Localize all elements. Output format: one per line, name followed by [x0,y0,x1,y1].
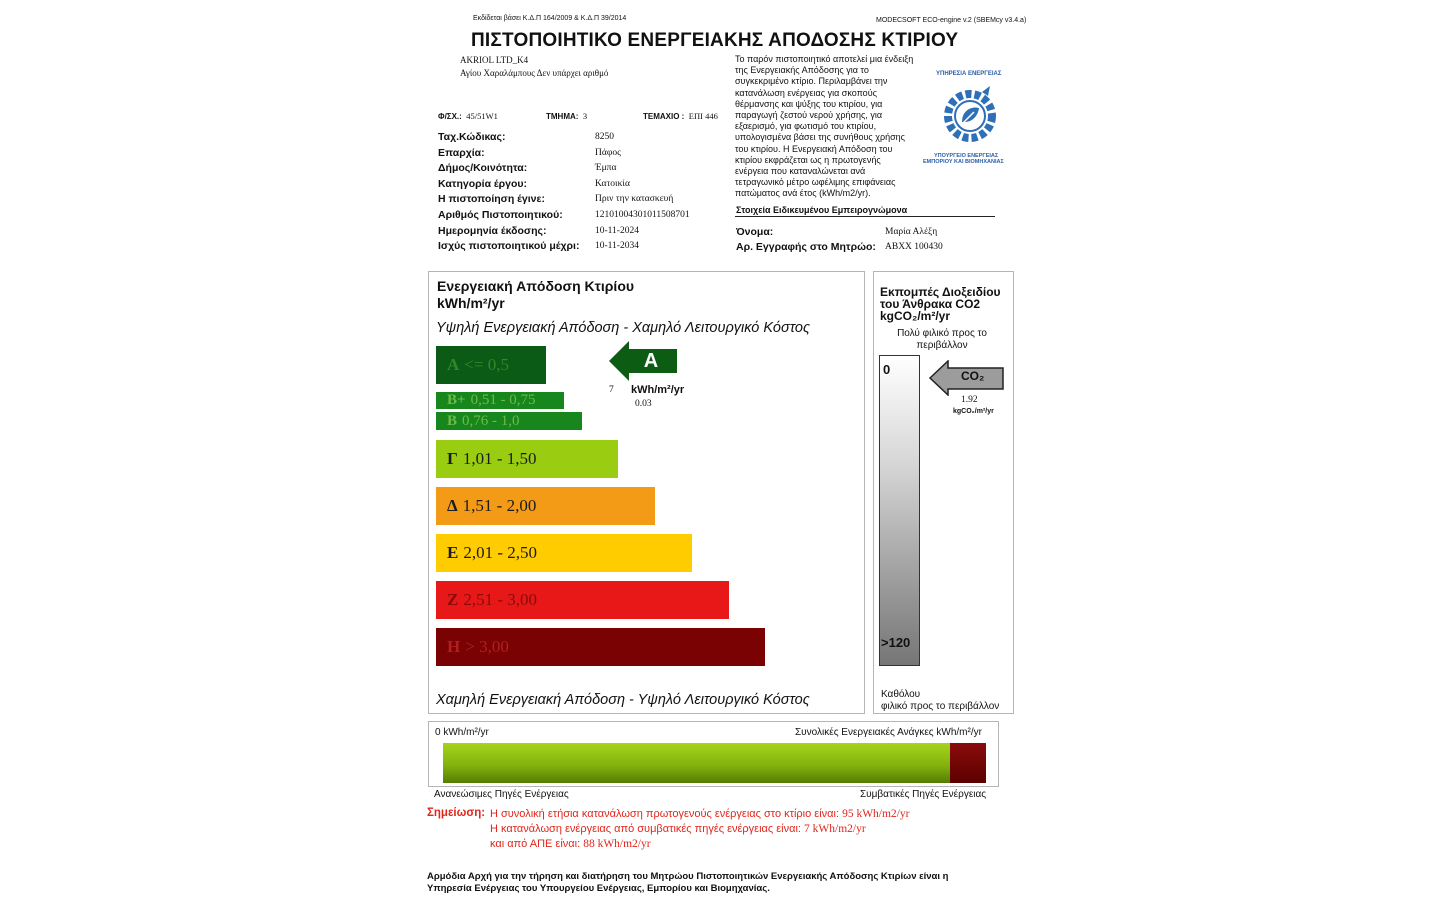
energy-class-letter: Α [447,355,460,374]
software-version-text: MODECSOFT ECO-engine v.2 (SBEMcy v3.4.a) [876,17,1027,24]
section-label: ΤΜΗΜΑ: [546,112,579,121]
detail-value: Πάφος [595,147,621,158]
co2-scale-max: >120 [881,635,911,650]
co2-scale-bar [879,355,920,666]
energy-class-letter: Γ [447,449,458,468]
detail-label: Ισχύς πιστοποιητικού μέχρι: [438,240,580,253]
expert-reg-label: Αρ. Εγγραφής στο Μητρώο: [736,241,876,253]
energy-class-bar [436,346,546,384]
expert-reg-value: ΑΒΧΧ 100430 [885,242,943,252]
energy-service-logo-icon [938,82,1002,150]
co2-top-note: Πολύ φιλικό προς το περιβάλλον [897,328,987,351]
note-line-1-value: 95 kWh/m2/yr [842,808,910,820]
detail-label: Επαρχία: [438,146,485,159]
logo-bottom-text-1: ΥΠΟΥΡΓΕΙΟ ΕΝΕΡΓΕΙΑΣ [934,153,999,159]
energy-class-bar [436,487,655,525]
detail-value: Κατοικία [595,178,630,189]
co2-arrow-label: CO₂ [961,369,985,383]
issued-under-text: Εκδίδεται βάσει Κ.Δ.Π 164/2009 & Κ.Δ.Π 39/2014 [473,15,627,22]
co2-title-1: Εκπομπές Διοξειδίου [880,285,1001,299]
conventional-share-bar [950,743,986,783]
energy-class-bar [436,581,729,619]
energy-class-range: 0,51 - 0,75 [470,392,536,408]
energy-class-letter: Ζ [447,590,459,609]
detail-value: 8250 [595,132,614,142]
expert-heading: Στοιχεία Ειδικευμένου Εμπειρογνώμονα [736,205,908,215]
detail-label: Ταχ.Κώδικας: [438,131,506,143]
sheet-field [438,106,498,124]
energy-class-bar [436,440,618,478]
renewable-share-bar [443,743,950,783]
note-line-1-text: Η συνολική ετήσια κατανάλωση πρωτογενούς ενέργειας στο κτίριο είναι: [490,808,839,820]
detail-label: Ημερομηνία έκδοσης: [438,224,547,237]
certificate-description: Το παρόν πιστοποιητικό αποτελεί μια ένδειξη της Ενεργειακής Απόδοσης για το συγκεκριμένο κτίριο. Περιλαμβάνει την κατανάλωση ενέργειας για σκοπούς θέρμανσης και ψύξης του κτιρίου, για παραγωγή ζεστού νερού χρήσης, για εξαερισμό, για φωτισμό του κτιρίου, υπολογισμένα βάσει της συνήθους χρήσης του κτιρίου. Η Ενεργειακή Απόδοση του κτιρίου εκφράζεται ως η πρωτογενής ενέργεια που καταναλώνεται ανά τετραγωνικό μέτρο ωφέλιμης επιφάνειας πατώματος ανά έτος (kWh/m2/yr). [735,54,914,199]
note-line-2-value: 7 kWh/m2/yr [804,823,866,835]
note-line-2 [490,823,866,835]
co2-bottom-note-2: φιλικό προς το περιβάλλον [881,701,1000,712]
energy-class-bar [436,392,564,409]
note-line-3 [490,838,651,850]
footer-line-1: Αρμόδια Αρχή για την τήρηση και διατήρηση του Μητρώου Πιστοποιητικών Ενεργειακής Απόδοσης Κτιρίων είναι η [427,871,949,882]
sources-right-label: Συνολικές Ενεργειακές Ανάγκες kWh/m²/yr [795,727,982,738]
logo-bottom-text-2: ΕΜΠΟΡΙΟΥ ΚΑΙ ΒΙΟΜΗΧΑΝΙΑΣ [923,159,1004,165]
energy-class-bar [436,412,582,430]
energy-class-letter: Β [447,413,458,429]
detail-label: Κατηγορία έργου: [438,177,528,190]
detail-value: Έμπα [595,163,617,174]
note-line-1 [490,808,909,820]
low-performance-caption: Χαμηλή Ενεργειακή Απόδοση - Υψηλό Λειτουργικό Κόστος [436,692,810,708]
energy-class-letter: Η [447,637,461,656]
co2-title-3: kgCO₂/m²/yr [880,309,951,323]
energy-sources-bar [443,743,986,783]
footer-line-2: Υπηρεσία Ενέργειας του Υπουργείου Ενέργειας, Εμπορίου και Βιομηχανίας. [427,883,770,894]
energy-class-letter: Δ [447,496,458,515]
high-performance-caption: Υψηλή Ενεργειακή Απόδοση - Χαμηλό Λειτουργικό Κόστος [436,320,811,336]
energy-class-letter: Ε [447,543,459,562]
detail-value: Πριν την κατασκευή [595,194,674,205]
rating-unit: kWh/m²/yr [631,384,685,396]
co2-unit: kgCO₂/m²/yr [953,408,994,415]
energy-class-range: 2,51 - 3,00 [463,590,538,609]
energy-class-range: <= 0,5 [464,355,509,374]
detail-value: 10-11-2034 [595,241,639,252]
sheet-label: Φ/ΣΧ.: [438,112,462,121]
energy-class-range: > 3,00 [465,637,509,656]
sheet-value: 45/51W1 [466,111,498,121]
renewable-sources-label: Ανανεώσιμες Πηγές Ενέργειας [434,789,569,800]
expert-name-value: Μαρία Αλέξη [885,227,938,237]
detail-label: Αριθμός Πιστοποιητικού: [438,209,563,221]
note-line-3-value: 88 kWh/m2/yr [583,838,651,850]
energy-class-range: 1,01 - 1,50 [462,449,537,468]
building-name: AKRIOL LTD_K4 [460,55,529,65]
block-field [643,106,718,124]
energy-panel-unit: kWh/m²/yr [437,295,505,311]
energy-class-letter: Β+ [447,392,466,408]
co2-bottom-note-1: Καθόλου [881,689,921,700]
detail-label: Δήμος/Κοινότητα: [438,162,528,175]
block-label: ΤΕΜΑΧΙΟ : [643,112,685,121]
rating-ratio: 0.03 [635,399,652,409]
rating-letter: A [643,350,659,372]
rating-value: 7 [609,385,614,395]
energy-panel-title: Ενεργειακή Απόδοση Κτιρίου [437,278,635,294]
expert-name-label: Όνομα: [736,226,774,238]
detail-value: 12101004301011508701 [595,210,690,220]
building-address: Αγίου Χαραλάμπους Δεν υπάρχει αριθμό [460,68,609,78]
energy-class-range: 0,76 - 1,0 [462,413,520,429]
expert-divider [735,216,995,217]
co2-scale-min: 0 [883,362,891,377]
conventional-sources-label: Συμβατικές Πηγές Ενέργειας [860,789,987,800]
note-line-2-text: Η κατανάλωση ενέργειας από συμβατικές πηγές ενέργειας είναι: [490,823,801,835]
co2-value: 1.92 [961,395,978,405]
detail-label: Η πιστοποίηση έγινε: [438,193,545,206]
section-field [546,106,587,124]
note-line-3-text: και από ΑΠΕ είναι: [490,838,581,850]
note-label: Σημείωση: [427,807,486,819]
certificate-title: ΠΙΣΤΟΠΟΙΗΤΙΚΟ ΕΝΕΡΓΕΙΑΚΗΣ ΑΠΟΔΟΣΗΣ ΚΤΙΡΙΟΥ [471,30,959,51]
energy-class-range: 1,51 - 2,00 [462,496,537,515]
co2-title-2: του Άνθρακα CO2 [880,297,981,311]
logo-top-text: ΥΠΗΡΕΣΙΑ ΕΝΕΡΓΕΙΑΣ [936,71,1002,77]
energy-class-range: 2,01 - 2,50 [463,543,538,562]
section-value: 3 [582,111,588,121]
detail-value: 10-11-2024 [595,225,639,236]
energy-class-bar [436,628,765,666]
block-value: ΕΠΙ 446 [688,111,718,121]
sources-left-label: 0 kWh/m²/yr [435,727,489,738]
energy-class-bar [436,534,692,572]
